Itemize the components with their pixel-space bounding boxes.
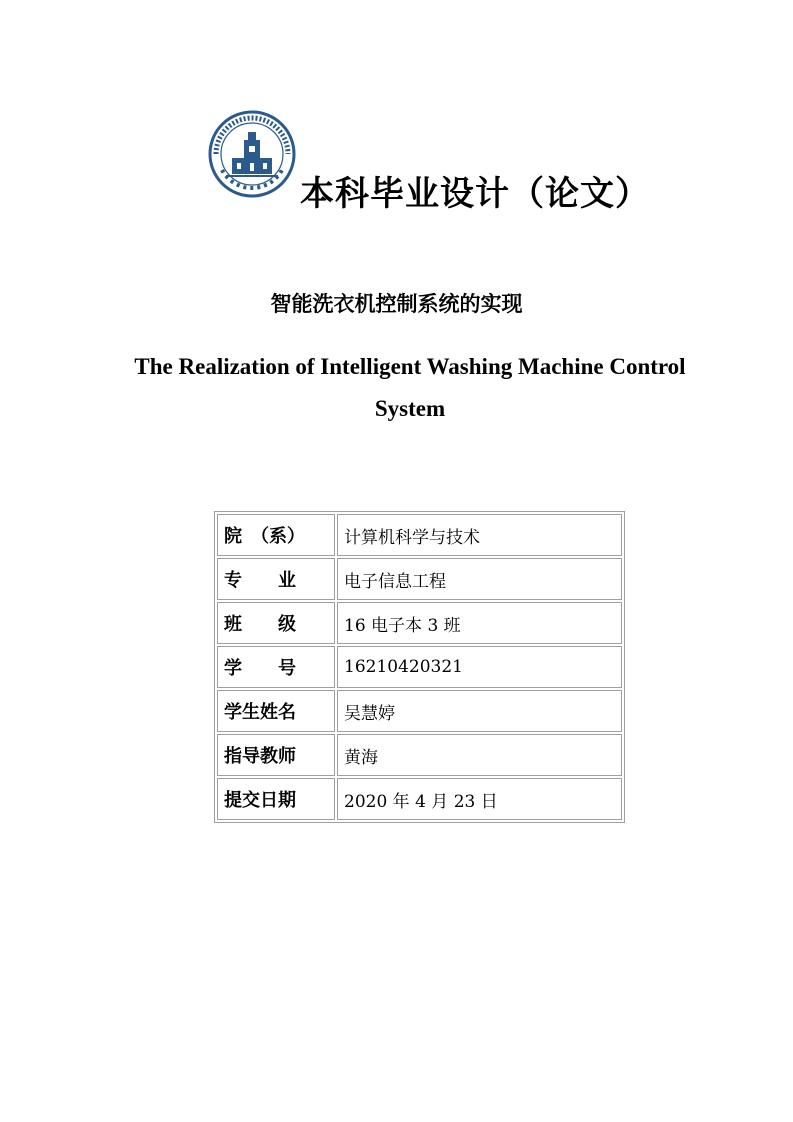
info-row <box>217 602 622 644</box>
info-label-cell <box>217 690 335 732</box>
thesis-title-english: The Realization of Intelligent Washing Machine Control System <box>134 354 686 421</box>
info-label: 学生姓名 <box>224 702 296 723</box>
info-value: 吴慧婷 <box>337 690 622 732</box>
info-value: 2020 年 4 月 23 日 <box>337 778 622 820</box>
info-value: 计算机科学与技术 <box>337 514 622 556</box>
info-row <box>217 778 622 820</box>
info-label: 指导教师 <box>224 746 296 767</box>
info-row <box>217 558 622 600</box>
info-row <box>217 690 622 732</box>
info-label: 专 业 <box>224 570 296 591</box>
info-row <box>217 514 622 556</box>
info-value: 黄海 <box>337 734 622 776</box>
thesis-title-chinese: 智能洗衣机控制系统的实现 <box>270 292 523 316</box>
document-type-title: 本科毕业设计（论文） <box>300 174 650 214</box>
info-label-cell <box>217 558 335 600</box>
info-label: 院 （系） <box>224 526 305 547</box>
info-value: 电子信息工程 <box>337 558 622 600</box>
info-row <box>217 734 622 776</box>
info-label: 班 级 <box>224 614 296 635</box>
info-value: 16210420321 <box>337 646 622 688</box>
info-label-cell <box>217 778 335 820</box>
info-label: 提交日期 <box>224 790 296 811</box>
info-label-cell <box>217 734 335 776</box>
info-label-cell <box>217 646 335 688</box>
info-row <box>217 646 622 688</box>
info-label: 学 号 <box>224 658 296 679</box>
student-info-table <box>214 511 625 823</box>
university-seal-icon <box>208 110 296 198</box>
info-label-cell <box>217 602 335 644</box>
info-value: 16 电子本 3 班 <box>337 602 622 644</box>
info-label-cell <box>217 514 335 556</box>
